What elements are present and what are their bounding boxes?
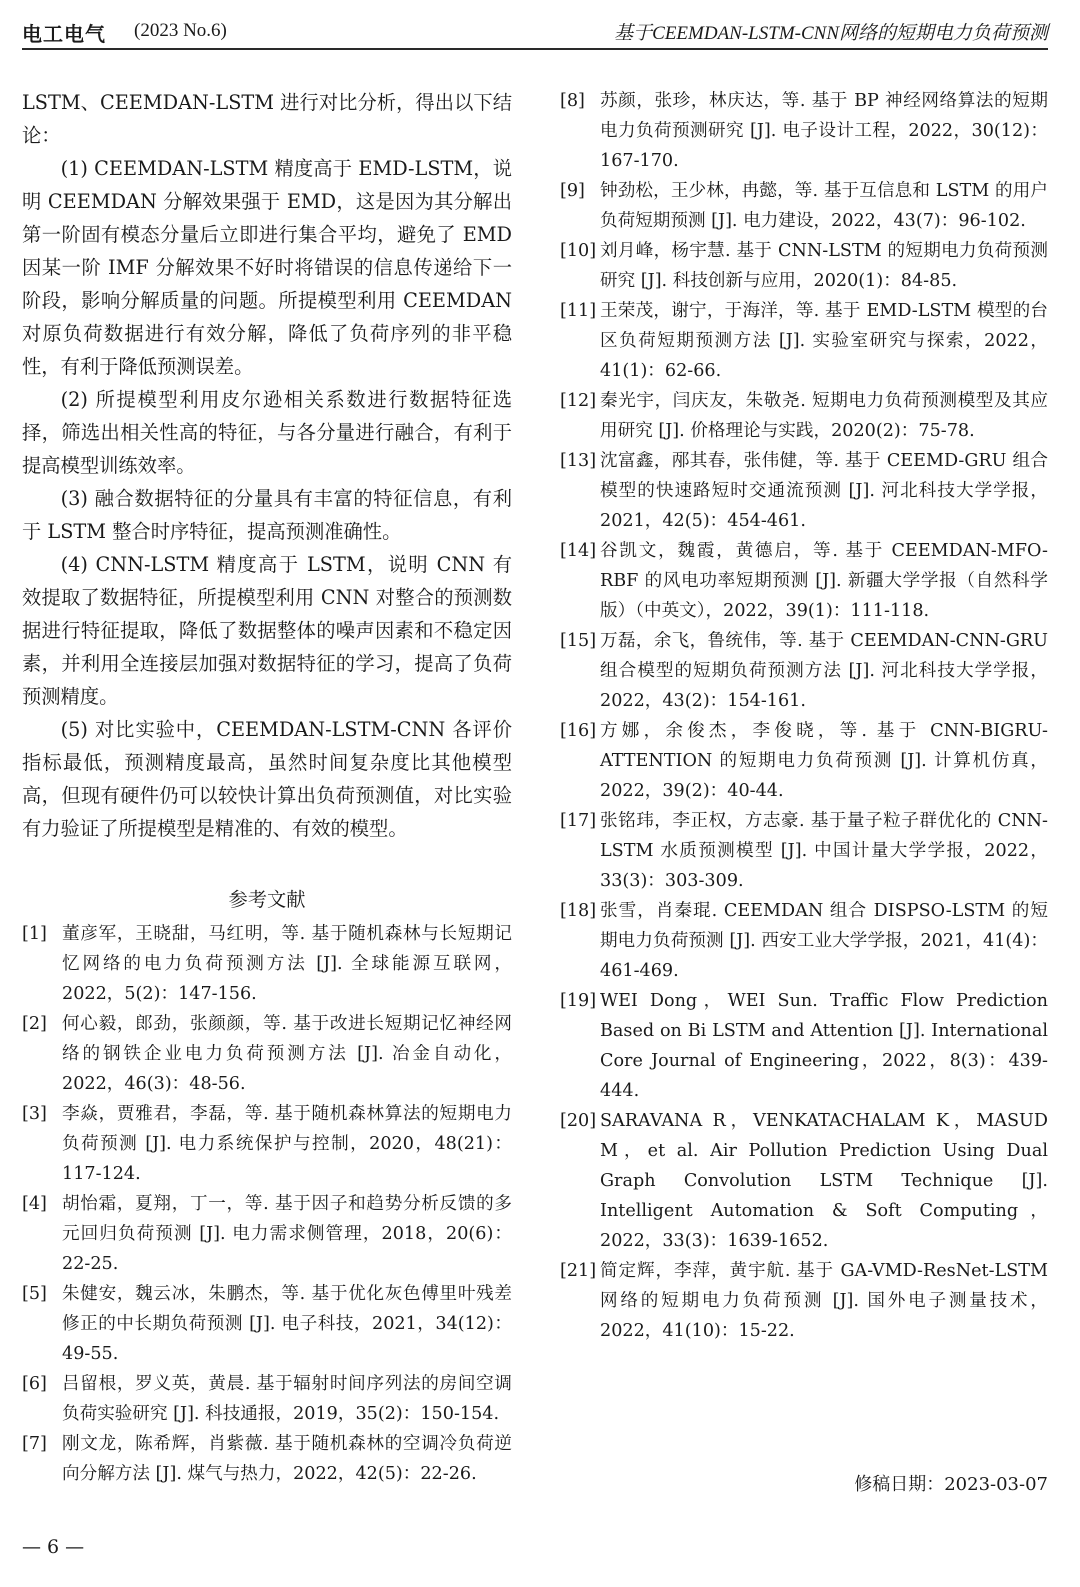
right-column <box>560 86 1048 1346</box>
reference-item <box>560 536 1048 626</box>
reference-number: [1] <box>22 924 47 944</box>
reference-item <box>560 626 1048 716</box>
reference-number: [14] <box>560 541 597 561</box>
revised-date: 修稿日期：2023-03-07 <box>854 1474 1048 1495</box>
reference-number: [17] <box>560 811 597 831</box>
reference-item <box>560 446 1048 536</box>
page-number: — 6 — <box>22 1536 85 1558</box>
reference-number: [8] <box>560 91 585 111</box>
reference-number: [20] <box>560 1111 597 1131</box>
reference-item <box>560 176 1048 236</box>
reference-number: [6] <box>22 1374 47 1394</box>
reference-item <box>22 919 512 1009</box>
reference-item <box>560 986 1048 1106</box>
reference-text: 秦光宇，闫庆友，朱敬尧. 短期电力负荷预测模型及其应用研究 [J]. 价格理论与实践，2020(2)：75-78. <box>600 391 1048 441</box>
left-column <box>22 86 512 1489</box>
reference-text: SARAVANA R，VENKATACHALAM K，MASUD M，et al. Air Pollution Prediction Using Dual Graph Convolution LSTM Technique [J]. Intelligent Automation & Soft Computing，2022，33(3)：1639-1652. <box>600 1111 1048 1251</box>
reference-item <box>560 86 1048 176</box>
reference-item <box>22 1009 512 1099</box>
reference-text: 李焱，贾雅君，李磊，等. 基于随机森林算法的短期电力负荷预测 [J]. 电力系统保护与控制，2020，48(21)：117-124. <box>62 1104 512 1184</box>
reference-number: [10] <box>560 241 597 261</box>
body-paragraph: LSTM、CEEMDAN-LSTM 进行对比分析，得出以下结论： <box>22 91 512 147</box>
reference-text: 吕留根，罗义英，黄晨. 基于辐射时间序列法的房间空调负荷实验研究 [J]. 科技通报，2019，35(2)：150-154. <box>62 1374 512 1424</box>
reference-text: 简定辉，李萍，黄宇航. 基于 GA-VMD-ResNet-LSTM 网络的短期电力负荷预测 [J]. 国外电子测量技术，2022，41(10)：15-22. <box>600 1261 1048 1341</box>
reference-item <box>560 1256 1048 1346</box>
reference-item <box>560 1106 1048 1256</box>
page-header <box>22 14 1048 50</box>
reference-text: 钟劲松，王少林，冉懿，等. 基于互信息和 LSTM 的用户负荷短期预测 [J]. 电力建设，2022，43(7)：96-102. <box>600 181 1048 231</box>
reference-item <box>22 1429 512 1489</box>
reference-number: [5] <box>22 1284 47 1304</box>
body-paragraph: (3) 融合数据特征的分量具有丰富的特征信息，有利于 LSTM 整合时序特征，提高预测准确性。 <box>22 487 512 543</box>
reference-number: [3] <box>22 1104 47 1124</box>
reference-number: [9] <box>560 181 585 201</box>
reference-number: [7] <box>22 1434 47 1454</box>
journal-issue: (2023 No.6) <box>134 20 227 41</box>
reference-number: [16] <box>560 721 597 741</box>
reference-item <box>22 1099 512 1189</box>
body-paragraph: (2) 所提模型利用皮尔逊相关系数进行数据特征选择，筛选出相关性高的特征，与各分量进行融合，有利于提高模型训练效率。 <box>22 388 512 477</box>
reference-text: 沈富鑫，邴其春，张伟健，等. 基于 CEEMD-GRU 组合模型的快速路短时交通流预测 [J]. 河北科技大学学报，2021，42(5)：454-461. <box>600 451 1048 531</box>
reference-number: [18] <box>560 901 597 921</box>
reference-text: 张铭玮，李正权，方志豪. 基于量子粒子群优化的 CNN-LSTM 水质预测模型 [J]. 中国计量大学学报，2022，33(3)：303-309. <box>600 811 1048 891</box>
body-paragraph: (5) 对比实验中，CEEMDAN-LSTM-CNN 各评价指标最低，预测精度最高，虽然时间复杂度比其他模型高，但现有硬件仍可以较快计算出负荷预测值，对比实验有力验证了所提模型是精准的、有效的模型。 <box>22 718 512 840</box>
reference-number: [19] <box>560 991 597 1011</box>
reference-text: 刘月峰，杨宇慧. 基于 CNN-LSTM 的短期电力负荷预测研究 [J]. 科技创新与应用，2020(1)：84-85. <box>600 241 1048 291</box>
reference-item <box>560 386 1048 446</box>
reference-text: 胡怡霜，夏翔，丁一，等. 基于因子和趋势分析反馈的多元回归负荷预测 [J]. 电力需求侧管理，2018，20(6)：22-25. <box>62 1194 512 1274</box>
reference-text: 刚文龙，陈希辉，肖紫薇. 基于随机森林的空调冷负荷逆向分解方法 [J]. 煤气与热力，2022，42(5)：22-26. <box>62 1434 512 1484</box>
reference-number: [21] <box>560 1261 597 1281</box>
reference-number: [4] <box>22 1194 47 1214</box>
reference-item <box>560 236 1048 296</box>
reference-item <box>22 1369 512 1429</box>
reference-text: 方娜，余俊杰，李俊晓，等. 基于 CNN-BIGRU-ATTENTION 的短期电力负荷预测 [J]. 计算机仿真，2022，39(2)：40-44. <box>600 721 1048 801</box>
body-paragraph: (1) CEEMDAN-LSTM 精度高于 EMD-LSTM，说明 CEEMDAN 分解效果强于 EMD，这是因为其分解出第一阶固有模态分量后立即进行集合平均，避免了 EMD 因某一阶 IMF 分解效果不好时将错误的信息传递给下一阶段，影响分解质量的问题。所提模型利用 CEEMDAN 对原负荷数据进行有效分解，降低了负荷序列的非平稳性，有利于降低预测误差。 <box>22 157 512 378</box>
reference-text: 王荣茂，谢宁，于海洋，等. 基于 EMD-LSTM 模型的台区负荷短期预测方法 [J]. 实验室研究与探索，2022，41(1)：62-66. <box>600 301 1048 381</box>
reference-item <box>560 716 1048 806</box>
reference-item <box>560 896 1048 986</box>
reference-text: WEI Dong，WEI Sun. Traffic Flow Prediction Based on Bi LSTM and Attention [J]. International Core Journal of Engineering，2022，8(3)：439-444. <box>600 991 1048 1101</box>
reference-text: 何心毅，郎劲，张颜颜，等. 基于改进长短期记忆神经网络的钢铁企业电力负荷预测方法 [J]. 冶金自动化，2022，46(3)：48-56. <box>62 1014 512 1094</box>
reference-number: [2] <box>22 1014 47 1034</box>
reference-item <box>22 1279 512 1369</box>
references-heading: 参考文献 <box>228 888 306 911</box>
reference-item <box>560 296 1048 386</box>
reference-number: [13] <box>560 451 597 471</box>
reference-text: 董彦军，王晓甜，马红明，等. 基于随机森林与长短期记忆网络的电力负荷预测方法 [J]. 全球能源互联网，2022，5(2)：147-156. <box>62 924 512 1004</box>
reference-text: 苏颜，张珍，林庆达，等. 基于 BP 神经网络算法的短期电力负荷预测研究 [J]. 电子设计工程，2022，30(12)：167-170. <box>600 91 1048 171</box>
body-paragraph: (4) CNN-LSTM 精度高于 LSTM，说明 CNN 有效提取了数据特征，所提模型利用 CNN 对整合的预测数据进行特征提取，降低了数据整体的噪声因素和不稳定因素，并利用全连接层加强对数据特征的学习，提高了负荷预测精度。 <box>22 553 512 708</box>
reference-item <box>22 1189 512 1279</box>
reference-text: 谷凯文，魏霞，黄德启，等. 基于 CEEMDAN-MFO-RBF 的风电功率短期预测 [J]. 新疆大学学报（自然科学版）（中英文），2022，39(1)：111-118. <box>600 541 1048 621</box>
reference-number: [12] <box>560 391 597 411</box>
reference-text: 朱健安，魏云冰，朱鹏杰，等. 基于优化灰色傅里叶残差修正的中长期负荷预测 [J]. 电子科技，2021，34(12)：49-55. <box>62 1284 512 1364</box>
journal-name: 电工电气 <box>22 22 106 46</box>
reference-item <box>560 806 1048 896</box>
reference-number: [11] <box>560 301 597 321</box>
running-title: 基于CEEMDAN-LSTM-CNN网络的短期电力负荷预测 <box>614 23 1048 44</box>
reference-text: 张雪，肖秦琨. CEEMDAN 组合 DISPSO-LSTM 的短期电力负荷预测 [J]. 西安工业大学学报，2021，41(4)：461-469. <box>600 901 1048 981</box>
reference-number: [15] <box>560 631 597 651</box>
reference-text: 万磊，余飞，鲁统伟，等. 基于 CEEMDAN-CNN-GRU 组合模型的短期负荷预测方法 [J]. 河北科技大学学报，2022，43(2)：154-161. <box>600 631 1048 711</box>
